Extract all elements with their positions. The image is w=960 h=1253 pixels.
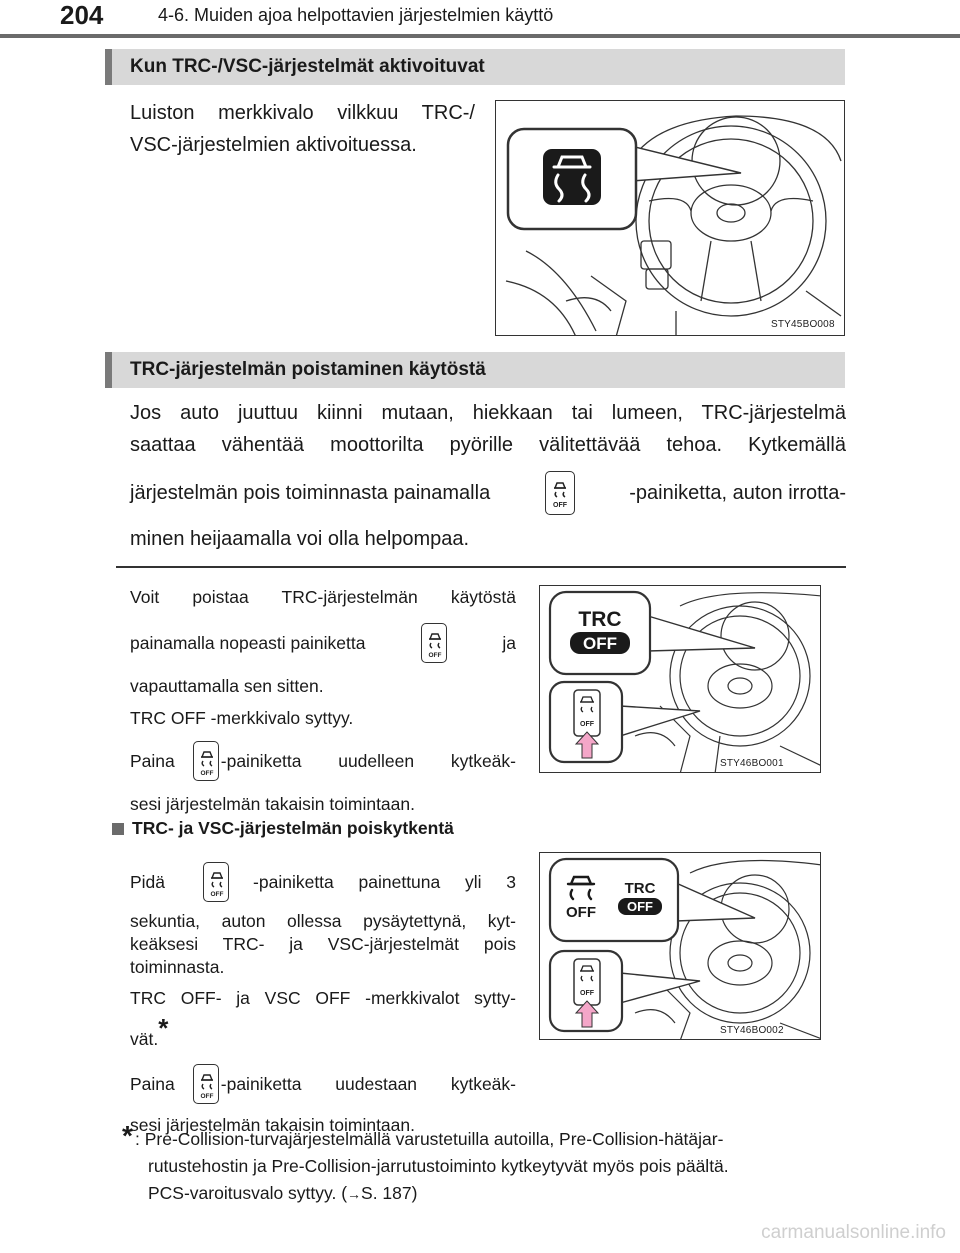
button-icon-label: OFF <box>580 721 594 728</box>
block-b-line2: sekuntia, auton ollessa pysäytettynä, kyt- <box>130 911 516 931</box>
block-b-line6-text: vät. <box>130 1029 159 1049</box>
vsc-off-button-icon <box>421 623 447 663</box>
section2-line2: saattaa vähentää moottorilta pyörille välitettävää tehoa. Kytkemällä <box>130 434 846 456</box>
footnote-line3-text: PCS-varoitusvalo syttyy. ( <box>148 1183 348 1203</box>
section2-text <box>130 397 846 555</box>
section1-line1: Luiston merkkivalo vilkkuu TRC-/ <box>130 102 475 124</box>
trc-indicator-label: TRC <box>624 880 656 897</box>
vsc-off-button-icon <box>193 1064 219 1104</box>
button-icon-label: OFF <box>580 990 594 997</box>
arrow-icon: → <box>347 1186 362 1202</box>
button-icon-label: OFF <box>552 502 567 509</box>
figure-trc-vsc-off <box>539 852 821 1040</box>
trc-off-indicator-label: OFF <box>627 899 653 914</box>
watermark: carmanualsonline.info <box>761 1222 946 1243</box>
block-a-line5b: -painiketta uudelleen kytkeäk- <box>220 750 516 771</box>
section2-line3 <box>130 471 846 515</box>
vsc-off-indicator-label: OFF <box>566 904 596 921</box>
block-b-text <box>130 860 516 1138</box>
figure-code: STY46BO002 <box>720 1025 784 1036</box>
block-a-line2a: painamalla nopeasti painiketta <box>130 632 366 653</box>
section1-text <box>130 97 475 161</box>
figure-code: STY45BO008 <box>771 319 835 330</box>
block-a-line5 <box>130 739 516 783</box>
dashboard-illustration-1 <box>496 101 845 336</box>
page-reference[interactable]: S. 187) <box>361 1183 418 1203</box>
button-icon-label: OFF <box>200 1093 214 1100</box>
block-b-line5: TRC OFF- ja VSC OFF -merkkivalot sytty- <box>130 988 516 1008</box>
block-a-line6: sesi järjestelmän takaisin toimintaan. <box>130 794 415 814</box>
block-b-line1 <box>130 860 516 904</box>
vsc-off-button-icon <box>203 862 229 902</box>
section1-line2: VSC-järjestelmien aktivoituessa. <box>130 134 417 156</box>
square-bullet-icon <box>112 823 124 835</box>
dashboard-illustration-3 <box>540 853 821 1040</box>
section2-line1: Jos auto juuttuu kiinni mutaan, hiekkaan tai lumeen, TRC-järjestelmä <box>130 402 846 424</box>
block-b-line7 <box>130 1062 516 1106</box>
dashboard-illustration-2 <box>540 586 821 773</box>
button-icon-label: OFF <box>210 891 224 898</box>
block-b-line3: keäksesi TRC- ja VSC-järjestelmät pois <box>130 934 516 954</box>
trc-off-indicator-label: OFF <box>583 634 617 653</box>
block-a-line2b: ja <box>502 632 516 653</box>
figure-code: STY46BO001 <box>720 758 784 769</box>
block-a-line1: Voit poistaa TRC-järjestelmän käytöstä <box>130 587 516 607</box>
footnote-marker: * <box>122 1120 133 1151</box>
vsc-off-button-icon <box>545 471 575 515</box>
block-b-line7a: Paina <box>130 1073 175 1094</box>
block-a-line4: TRC OFF -merkkivalo syttyy. <box>130 708 354 728</box>
section2-line3a: järjestelmän pois toiminnasta painamalla <box>130 482 491 504</box>
block-b-line4: toiminnasta. <box>130 957 225 977</box>
footnote-line1-text: : Pre-Collision-turvajärjestelmällä varustetuilla autoilla, Pre-Collision-hätäjar- <box>135 1129 724 1149</box>
button-icon-label: OFF <box>200 770 214 777</box>
button-icon-label: OFF <box>428 652 442 659</box>
block-a-line3: vapauttamalla sen sitten. <box>130 676 324 696</box>
chapter-title: 4-6. Muiden ajoa helpottavien järjestelmien käyttö <box>158 5 554 25</box>
subheading-text: TRC- ja VSC-järjestelmän poiskytkentä <box>132 818 454 838</box>
footnote-line3 <box>148 1180 852 1208</box>
section-heading-trc-disable: TRC-järjestelmän poistaminen käytöstä <box>105 352 845 388</box>
divider <box>116 566 846 568</box>
figure-slip-indicator <box>495 100 845 336</box>
asterisk-marker: * <box>158 1013 169 1043</box>
block-a-line5a: Paina <box>130 750 175 771</box>
block-b-line6 <box>130 1015 516 1052</box>
block-b-line1b: -painiketta painettuna yli 3 <box>253 871 516 892</box>
subheading-trc-vsc-off <box>112 818 454 839</box>
section2-line3b: -painiketta, auton irrotta- <box>629 482 846 504</box>
section2-line4: minen heijaamalla voi olla helpompaa. <box>130 528 470 550</box>
block-b-line7b: -painiketta uudestaan kytkeäk- <box>220 1073 516 1094</box>
footnote-line2: rutustehostin ja Pre-Collision-jarrutustoiminto kytkeytyvät myös pois päältä. <box>148 1156 729 1176</box>
page-number: 204 <box>60 0 104 30</box>
vsc-off-button-icon <box>193 741 219 781</box>
section-heading-trc-vsc-activation: Kun TRC-/VSC-järjestelmät aktivoituvat <box>105 49 845 85</box>
block-b-line1a: Pidä <box>130 871 166 892</box>
block-a-line2 <box>130 621 516 665</box>
trc-indicator-label: TRC <box>578 608 622 631</box>
block-b-line8: sesi järjestelmän takaisin toimintaan. <box>130 1115 415 1135</box>
figure-trc-off <box>539 585 821 773</box>
header-rule <box>0 34 960 38</box>
block-a-text <box>130 583 516 817</box>
